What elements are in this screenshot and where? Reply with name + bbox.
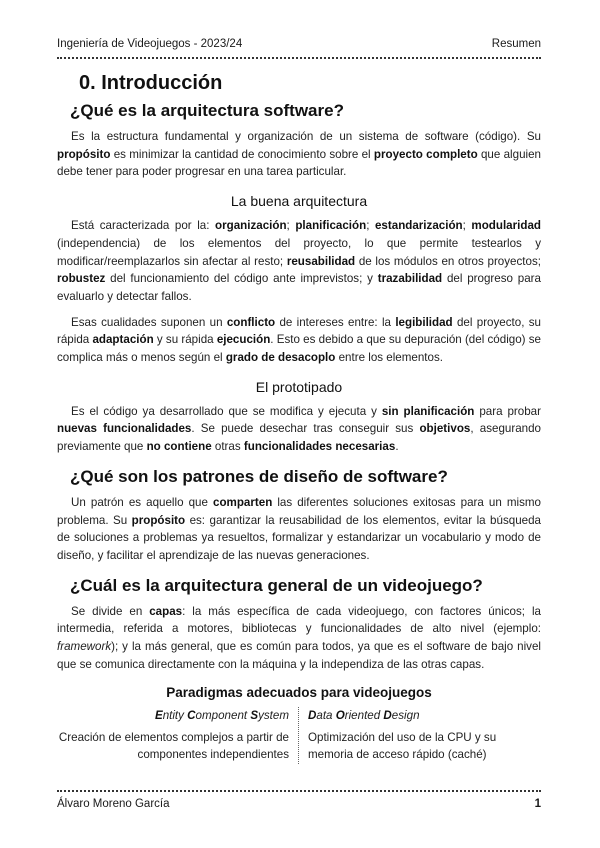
header-doc-type: Resumen bbox=[491, 38, 541, 50]
good-arch-paragraph-2: Esas cualidades suponen un conflicto de intereses entre: la legibilidad del proyecto, su rápida adaptación y su rápida ejecución. Esto es debido a que su depuración (del código) se complica más o menos según el grado de desacoplo entre los elementos. bbox=[57, 315, 541, 365]
ecs-title: Entity Component System bbox=[154, 709, 289, 723]
header-divider bbox=[57, 57, 541, 59]
dod-title: Data Oriented Design bbox=[308, 709, 420, 723]
paradigms-heading: Paradigmas adecuados para videojuegos bbox=[166, 685, 432, 701]
page-header bbox=[57, 38, 541, 56]
footer-author: Álvaro Moreno García bbox=[57, 798, 170, 810]
q1-heading: ¿Qué es la arquitectura software? bbox=[70, 101, 344, 120]
ecs-column bbox=[57, 707, 299, 764]
ecs-description: Creación de elementos complejos a partir de componentes independientes bbox=[58, 730, 289, 762]
page-number: 1 bbox=[534, 798, 541, 810]
prototype-paragraph: Es el código ya desarrollado que se modifica y ejecuta y sin planificación para probar nuevas funcionalidades. Se puede desechar tras conseguir sus objetivos, asegurando previamente que no contiene otras funcionalidades necesarias. bbox=[57, 404, 541, 454]
paradigms-columns bbox=[57, 707, 541, 764]
footer-divider bbox=[57, 790, 541, 792]
q1-paragraph: Es la estructura fundamental y organización de un sistema de software (código). Su propósito es minimizar la cantidad de conocimiento sobre el proyecto completo que alguien debe tener para poder progresar en una tarea particular. bbox=[57, 130, 541, 179]
page-footer bbox=[57, 798, 541, 814]
q3-paragraph: Se divide en capas: la más específica de cada videojuego, con factores únicos; la intermedia, referida a motores, bibliotecas y funcionalidades de alto nivel (ejemplo: framework); y la más general, que es común para todos, ya que es el software de bajo nivel que se comunica directamente con la máquina y la independiza de las otras capas. bbox=[57, 604, 541, 671]
section-title: 0. Introducción bbox=[79, 72, 223, 94]
q3-heading: ¿Cuál es la arquitectura general de un videojuego? bbox=[70, 575, 483, 595]
good-arch-heading: La buena arquitectura bbox=[230, 193, 368, 210]
q2-heading: ¿Qué son los patrones de diseño de software? bbox=[70, 466, 448, 486]
prototype-heading: El prototipado bbox=[255, 378, 343, 395]
good-arch-paragraph-1: Está caracterizada por la: organización; planificación; estandarización; modularidad (independencia) de los elementos del proyecto, lo que permite testearlos y modificar/reemplazarlos sin afectar al resto; reusabilidad de los módulos en otros proyectos; robustez del funcionamiento del código ante imprevistos; y trazabilidad del progreso para evaluarlo y detectar fallos. bbox=[57, 219, 541, 303]
header-course: Ingeniería de Videojuegos - 2023/24 bbox=[57, 38, 243, 50]
q2-paragraph: Un patrón es aquello que comparten las diferentes soluciones exitosas para un mismo problema. Su propósito es: garantizar la reusabilidad de los elementos, evitar la búsqueda de soluciones a problemas ya resueltos, formalizar y estandarizar un vocabulario y modo de diseño, y facilitar el aprendizaje de las nuevas generaciones. bbox=[57, 495, 542, 562]
dod-description: Optimización del uso de la CPU y su memoria de acceso rápido (caché) bbox=[308, 730, 497, 762]
dod-column bbox=[299, 707, 541, 764]
page-content bbox=[57, 70, 541, 764]
